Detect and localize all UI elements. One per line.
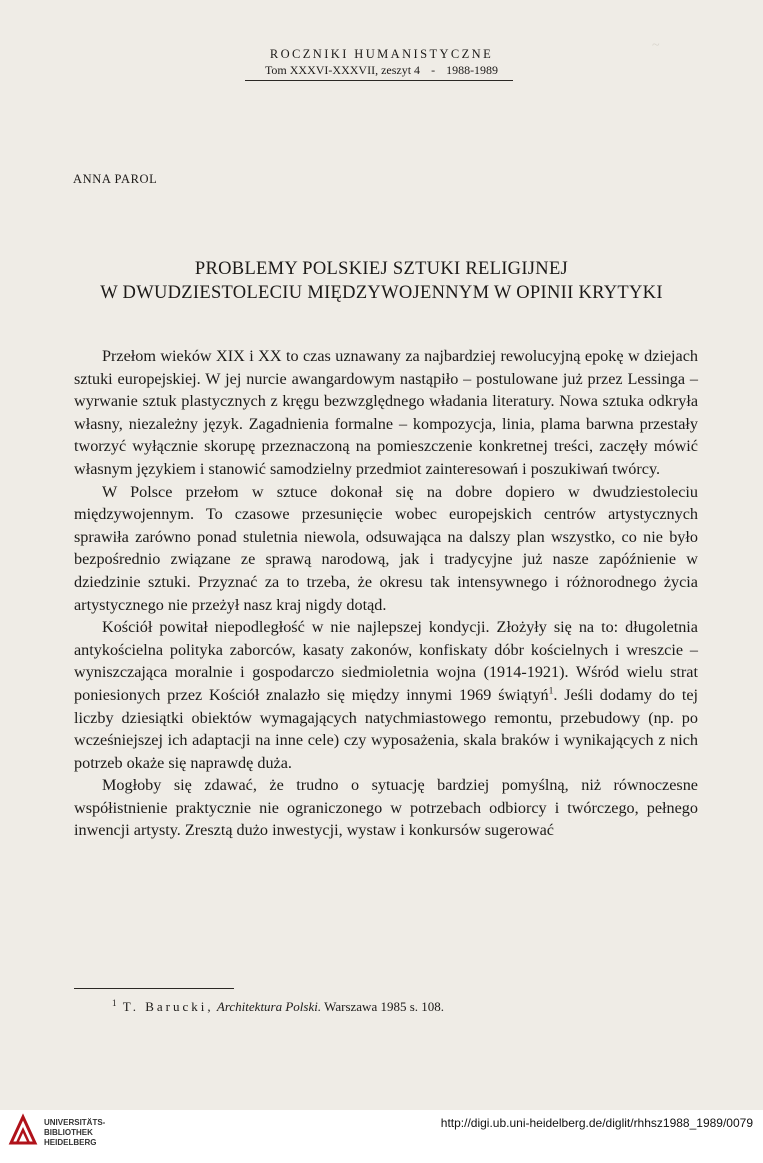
paragraph-3 [74, 616, 698, 774]
title-line-1: PROBLEMY POLSKIEJ SZTUKI RELIGIJNEJ [194, 259, 569, 279]
bleed-through-artifact: ~ [652, 38, 660, 53]
library-logo-icon [8, 1113, 38, 1152]
journal-issue [0, 63, 763, 78]
journal-title: ROCZNIKI HUMANISTYCZNE [269, 47, 494, 61]
paragraph-1: Przełom wieków XIX i XX to czas uznawany za najbardziej rewolucyjną epokę w dziejach sztuki europejskiej. W jej nurcie awangardowym nastąpiło – postulowane już przez Lessinga – wyrwanie sztuk plastycznych z kręgu bezwzględnego władania literatury. Nowa sztuka odkryła własny, niezależny język. Zagadnienia formalne – kompozycja, linia, plama barwna przestały tworzyć wyłącznie skorupę przeznaczoną na pomieszczenie konkretnej treści, zaczęły mówić własnym językiem i stanowić samodzielny przedmiot zainteresowań i poszukiwań twórcy. [74, 347, 698, 478]
footnote-author: T. Barucki, [122, 999, 214, 1014]
title-line-2: W DWUDZIESTOLECIU MIĘDZYWOJENNYM W OPINII KRYTYKI [100, 283, 663, 303]
library-name-line-2: BIBLIOTHEK [44, 1128, 93, 1137]
source-url-link[interactable]: http://digi.ub.uni-heidelberg.de/diglit/rhhsz1988_1989/0079 [440, 1116, 753, 1130]
paragraph-3-part-b: . Jeśli dodamy do tej liczby dziesiątki obiektów wymagających natychmiastowego remontu, przebudowy (np. po wcześniejszej ich adaptacji na inne cele) czy wyposażenia, skala braków i wynikających z nich potrzeb okaże się naprawdę duża. [74, 685, 698, 772]
footnote-reference[interactable]: 1 [548, 686, 554, 697]
footnote [112, 998, 444, 1015]
library-name-line-3: HEIDELBERG [44, 1138, 97, 1147]
footnote-rule [74, 988, 234, 989]
article-body [74, 345, 698, 842]
paragraph-4: Mogłoby się zdawać, że trudno o sytuację bardziej pomyślną, niż równoczesne współistnienie praktycznie nie ograniczonego w potrzebach odbiorcy i twórczego, pełnego inwencji artysty. Zresztą dużo inwestycji, wystaw i konkursów sugerować [74, 776, 698, 840]
paragraph-3-part-a: Kościół powitał niepodległość w nie najlepszej kondycji. Złożyły się na to: długoletnia antykościelna polityka zaborców, kasaty zakonów, konfiskaty dóbr kościelnych i wreszcie – wyniszczająca moralnie i gospodarczo siedmioletnia wojna (1914-1921). Wśród wielu strat poniesionych przez Kościół znalazło się między innymi 1969 świątyń [74, 618, 698, 704]
footnote-work: Architektura Polski. [216, 999, 322, 1014]
journal-years: 1988-1989 [446, 63, 499, 77]
header-rule [245, 80, 513, 81]
footnote-number: 1 [112, 998, 117, 1008]
footnote-details: Warszawa 1985 s. 108. [324, 999, 445, 1014]
library-name-line-1: UNIVERSITÄTS- [44, 1118, 106, 1127]
journal-volume: Tom XXXVI-XXXVII, zeszyt 4 [264, 63, 421, 77]
paragraph-2: W Polsce przełom w sztuce dokonał się na dobre dopiero w dwudziestoleciu międzywojennym. To czasowe przesunięcie wobec europejskich centrów artystycznych sprawiła zarówno ponad stuletnia niewola, odsuwająca na dalszy plan wszystko, co nie było bezpośrednio związane ze sprawą narodową, jak i tradycyjne już nasze zapóźnienie w dziedzinie sztuki. Przyznać za to trzeba, że okresu tak intensywnego i różnorodnego życia artystycznego nie przeżył nasz kraj nigdy dotąd. [74, 482, 698, 614]
journal-dash: - [431, 63, 436, 77]
article-title [40, 257, 723, 305]
library-name [44, 1118, 105, 1148]
article-author: ANNA PAROL [73, 172, 158, 186]
